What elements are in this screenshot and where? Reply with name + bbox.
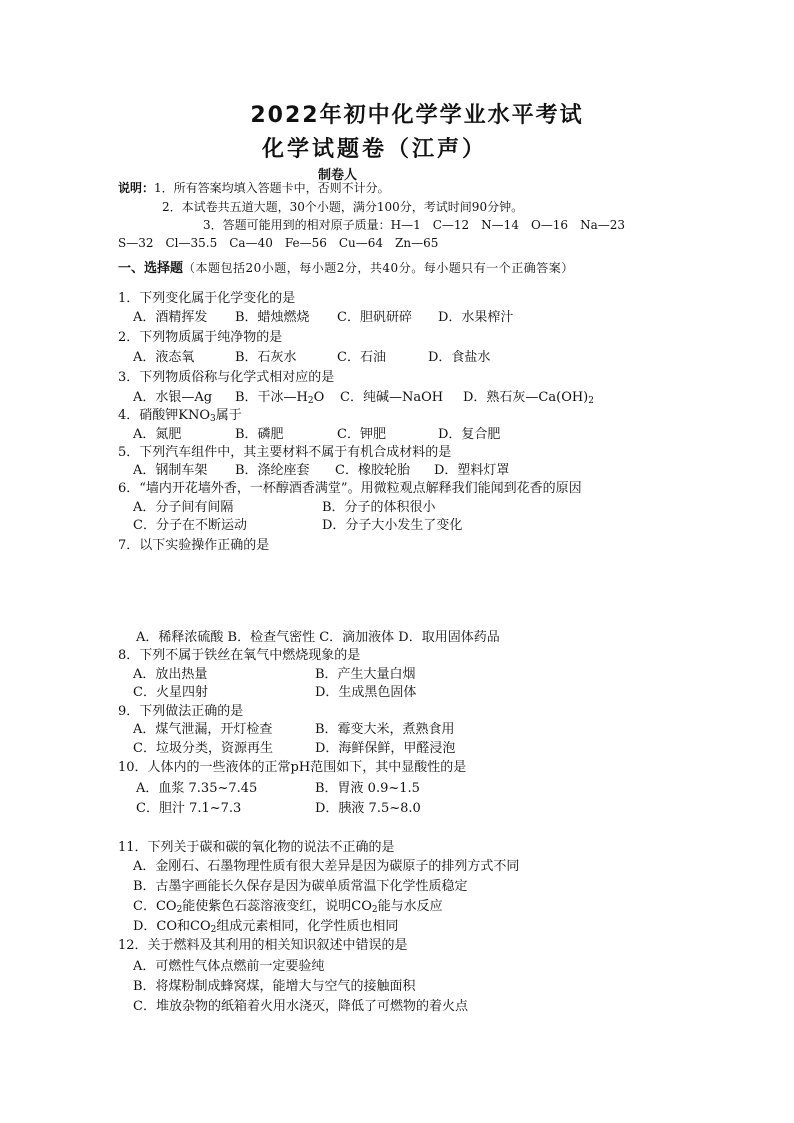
question-5-option-b: B．涤纶座套 [235,463,310,478]
question-9-option-d: D．海鲜保鲜，甲醛浸泡 [315,741,456,756]
question-8-option-c: C．火星四射 [133,685,208,700]
question-1-option-c: C．胆矾研碎 [337,310,412,325]
instructions-line4: S—32 Cl—35.5 Ca—40 Fe—56 Cu—64 Zn—65 [118,236,439,250]
question-3-stem: 3．下列物质俗称与化学式相对应的是 [118,370,335,385]
instructions-label: 说明： [118,181,155,195]
question-6-option-d: D．分子大小发生了变化 [322,518,463,533]
question-7-stem: 7．以下实验操作正确的是 [118,538,270,553]
question-8-option-a: A．放出热量 [133,667,208,682]
question-4-option-a: A．氮肥 [133,427,182,442]
question-6-option-b: B．分子的体积很小 [322,500,436,515]
question-10-option-c: C．胆汁 7.1~7.3 [136,801,242,816]
question-9-option-a: A．煤气泄漏，开灯检查 [133,722,273,737]
question-3-option-b: B．干冰$—H_2O$ [235,390,325,406]
question-12-option-b: B．将煤粉制成蜂窝煤，能增大与空气的接触面积 [133,979,416,994]
question-9-option-c: C．垃圾分类，资源再生 [133,741,273,756]
maker-label: 制卷人 [318,168,358,183]
question-11-stem: 11．下列关于碳和碳的氧化物的说法不正确的是 [118,840,395,855]
question-3-option-d: D．熟石灰$—Ca(OH)_2$ [463,390,594,406]
question-2-option-c: C．石油 [337,350,386,365]
question-12-option-c: C．堆放杂物的纸箱着火用水浇灭，降低了可燃物的着火点 [133,999,468,1014]
question-1-option-b: B．蜡烛燃烧 [235,310,310,325]
question-2-stem: 2．下列物质属于纯净物的是 [118,330,283,345]
question-4-stem: 4．硝酸钾$KNO_3$属于 [118,408,242,424]
question-12-stem: 12．关于燃料及其利用的相关知识叙述中错误的是 [118,938,408,953]
question-3-option-c: C．纯碱—NaOH [340,390,444,405]
question-4-option-d: D．复合肥 [438,427,501,442]
section-heading: 一、选择题（本题包括20小题，每小题2分，共40分。每小题只有一个正确答案） [118,261,574,276]
question-3-option-a: A．水银—Ag [133,390,213,405]
instructions-line2: 2．本试卷共五道大题，30个小题，满分100分，考试时间90分钟。 [162,200,524,214]
question-9-stem: 9．下列做法正确的是 [118,704,244,719]
question-12-option-a: A．可燃性气体点燃前一定要验纯 [133,959,325,974]
question-11-option-d: D．CO和$CO_2$组成元素相同，化学性质也相同 [133,919,399,935]
question-5-option-a: A．钢制车架 [133,463,208,478]
question-7-options: A．稀释浓硫酸 B．检查气密性 C．滴加液体 D．取用固体药品 [136,630,500,645]
question-6-stem: 6．“墙内开花墙外香，一杯醇酒香满堂”。用微粒观点解释我们能闻到花香的原因 [118,481,582,496]
question-8-stem: 8．下列不属于铁丝在氧气中燃烧现象的是 [118,648,361,663]
question-1-option-a: A．酒精挥发 [133,310,208,325]
question-8-option-d: D．生成黑色固体 [315,685,417,700]
question-2-option-a: A．液态氧 [133,350,195,365]
question-10-stem: 10．人体内的一些液体的正常pH范围如下，其中显酸性的是 [118,760,467,775]
instructions-line1: 说明：1．所有答案均填入答题卡中，否则不计分。 [118,181,390,195]
question-1-stem: 1．下列变化属于化学变化的是 [118,291,296,306]
question-2-option-d: D．食盐水 [428,350,491,365]
question-4-option-c: C．钾肥 [337,427,386,442]
exam-subtitle: 化学试题卷（江声） [262,137,488,162]
question-11-option-a: A．金刚石、石墨物理性质有很大差异是因为碳原子的排列方式不同 [133,859,520,874]
question-10-option-b: B．胃液 0.9~1.5 [315,781,420,796]
question-10-option-d: D．胰液 7.5~8.0 [315,801,421,816]
question-6-option-a: A．分子间有间隔 [133,500,234,515]
question-10-option-a: A．血浆 7.35~7.45 [136,781,258,796]
question-8-option-b: B．产生大量白烟 [315,667,416,682]
question-2-option-b: B．石灰水 [235,350,297,365]
question-5-stem: 5．下列汽车组件中，其主要材料不属于有机合成材料的是 [118,445,452,460]
question-6-option-c: C．分子在不断运动 [133,518,247,533]
question-5-option-c: C．橡胶轮胎 [335,463,410,478]
instructions-line3: 3．答题可能用到的相对原子质量：H—1 C—12 N—14 O—16 Na—23 [203,218,625,232]
question-9-option-b: B．霉变大米，煮熟食用 [315,722,455,737]
question-5-option-d: D．塑料灯罩 [434,463,510,478]
question-11-option-b: B．古墨字画能长久保存是因为碳单质常温下化学性质稳定 [133,879,468,894]
question-1-option-d: D．水果榨汁 [438,310,514,325]
question-4-option-b: B．磷肥 [235,427,284,442]
question-11-option-c: C．$CO_2$能使紫色石蕊溶液变红，说明$CO_2$能与水反应 [133,899,443,915]
exam-title: 2022年初中化学学业水平考试 [250,103,584,128]
